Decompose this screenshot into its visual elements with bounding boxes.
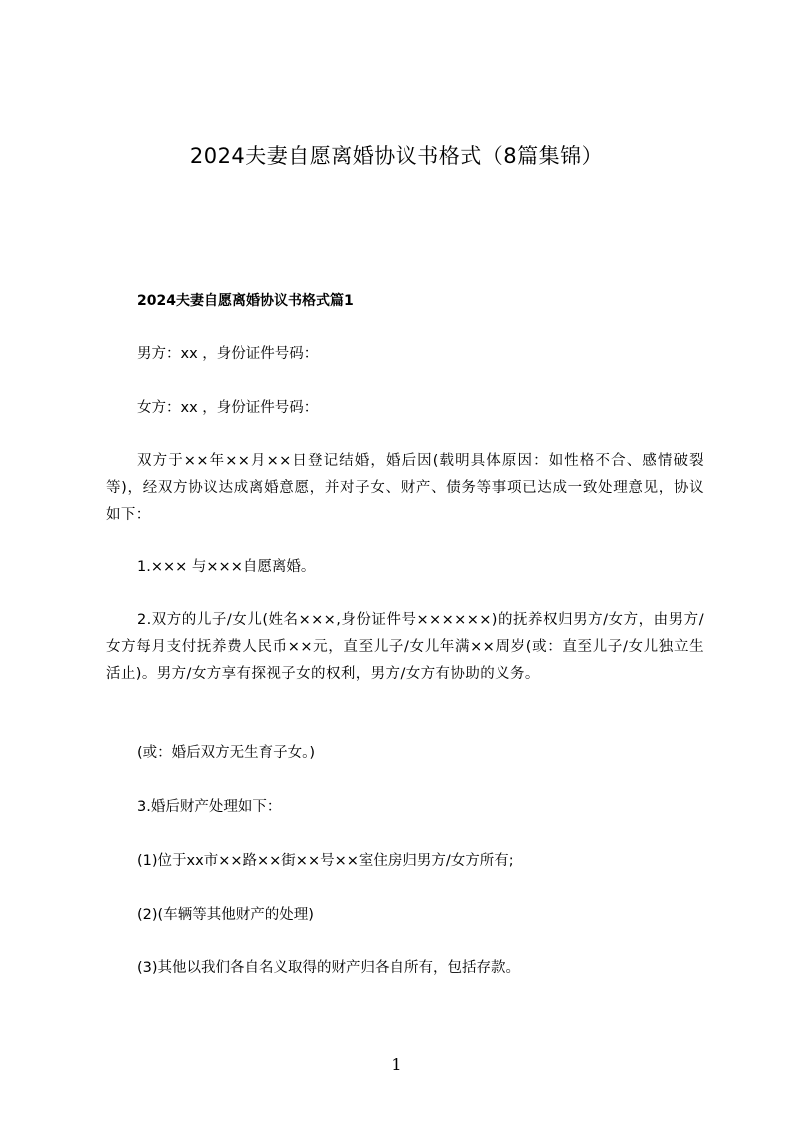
item-3: 3.婚后财产处理如下： [137, 799, 282, 815]
document-title: 2024夫妻自愿离婚协议书格式（8篇集锦） [189, 144, 604, 168]
male-party-line: 男方：xx ，身份证件号码： [137, 346, 319, 362]
item-2: 2.双方的儿子/女儿(姓名×××,身份证件号××××××)的抚养权归男方/女方，由男方/女方每月支付抚养费人民币××元，直至儿子/女儿年满××周岁(或：直至儿子/女儿独立生活止)。男方/女方享有探视子女的权利，男方/女方有协助的义务。 [106, 612, 704, 682]
item-3-3: (3)其他以我们各自名义取得的财产归各自所有，包括存款。 [137, 960, 521, 976]
intro-paragraph: 双方于××年××月××日登记结婚，婚后因(载明具体原因：如性格不合、感情破裂等)，经双方协议达成离婚意愿，并对子女、财产、债务等事项已达成一致处理意见，协议如下： [106, 453, 704, 523]
page-number: 1 [391, 1055, 402, 1074]
female-party-line: 女方：xx ，身份证件号码： [137, 400, 319, 416]
item-2-alternative: (或：婚后双方无生育子女。) [137, 745, 316, 761]
item-3-2: (2)(车辆等其他财产的处理) [137, 907, 314, 923]
item-1: 1.××× 与×××自愿离婚。 [137, 559, 316, 575]
item-3-1: (1)位于xx市××路××街××号××室住房归男方/女方所有; [137, 853, 514, 869]
section-heading: 2024夫妻自愿离婚协议书格式篇1 [137, 293, 354, 309]
